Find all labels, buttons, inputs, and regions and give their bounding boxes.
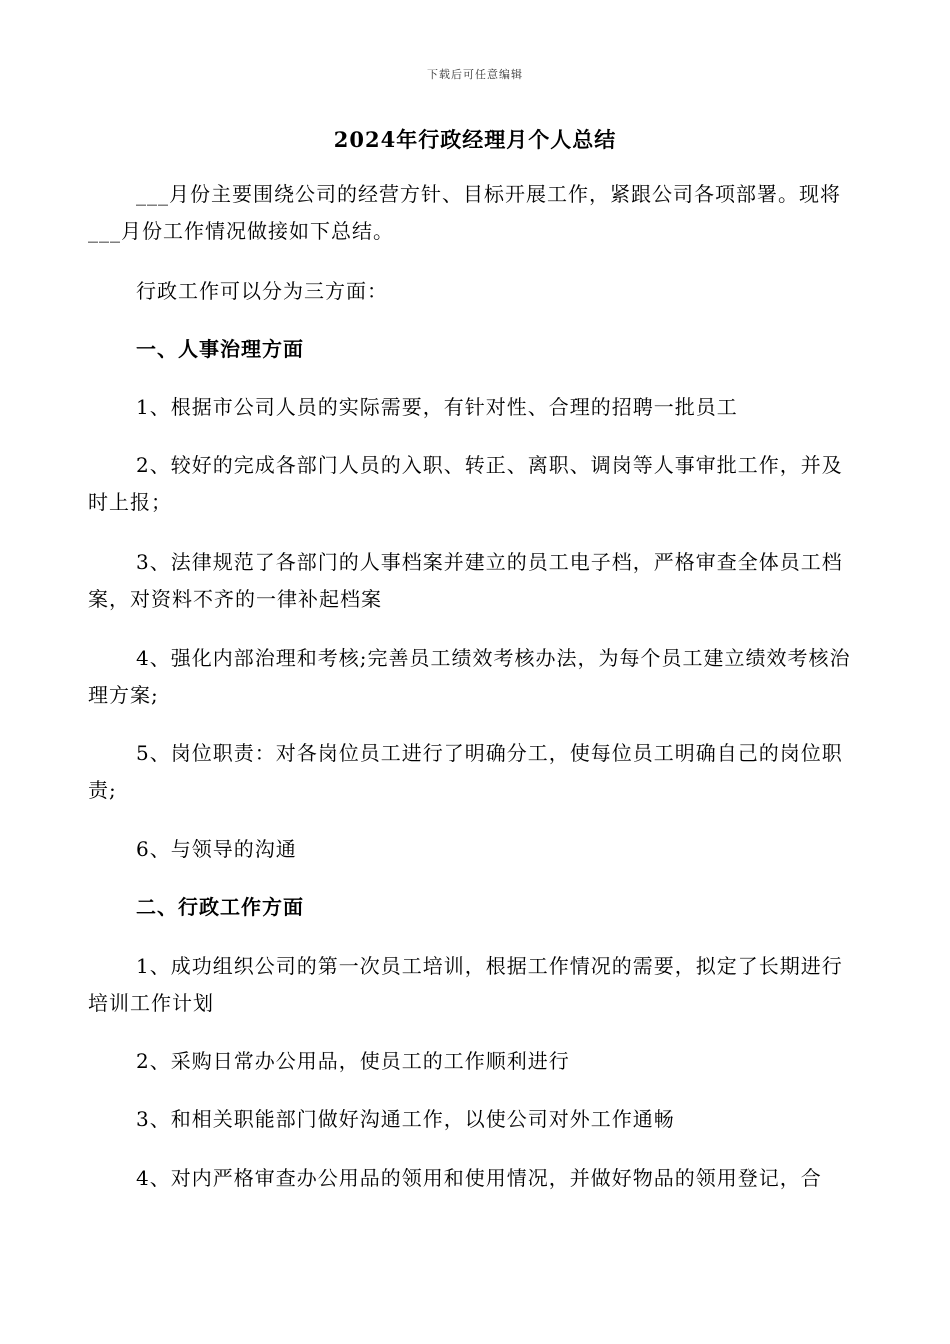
paragraph-intro: ___月份主要围绕公司的经营方针、目标开展工作，紧跟公司各项部署。现将___月份工作情况做接如下总结。 xyxy=(88,182,841,243)
list-item: 6、与领导的沟通 xyxy=(136,837,297,861)
list-item: 4、对内严格审查办公用品的领用和使用情况，并做好物品的领用登记，合 xyxy=(136,1166,822,1190)
list-item: 4、强化内部治理和考核;完善员工绩效考核办法，为每个员工建立绩效考核治理方案; xyxy=(88,646,851,707)
section-heading-admin: 二、行政工作方面 xyxy=(136,895,304,919)
list-item: 2、采购日常办公用品，使员工的工作顺利进行 xyxy=(136,1049,570,1073)
header-note: 下载后可任意编辑 xyxy=(427,68,523,81)
list-item: 3、和相关职能部门做好沟通工作，以使公司对外工作通畅 xyxy=(136,1107,675,1131)
section-heading-hr: 一、人事治理方面 xyxy=(136,337,304,361)
list-item: 5、岗位职责：对各岗位员工进行了明确分工，使每位员工明确自己的岗位职责; xyxy=(88,741,843,802)
list-item: 2、较好的完成各部门人员的入职、转正、离职、调岗等人事审批工作，并及时上报； xyxy=(88,453,843,514)
list-item: 1、根据市公司人员的实际需要，有针对性、合理的招聘一批员工 xyxy=(136,395,738,419)
paragraph-overview: 行政工作可以分为三方面： xyxy=(136,279,388,303)
document-title: 2024年行政经理月个人总结 xyxy=(333,127,617,152)
list-item: 1、成功组织公司的第一次员工培训，根据工作情况的需要，拟定了长期进行培训工作计划 xyxy=(88,954,843,1015)
list-item: 3、法律规范了各部门的人事档案并建立的员工电子档，严格审查全体员工档案，对资料不齐的一律补起档案 xyxy=(88,550,843,611)
